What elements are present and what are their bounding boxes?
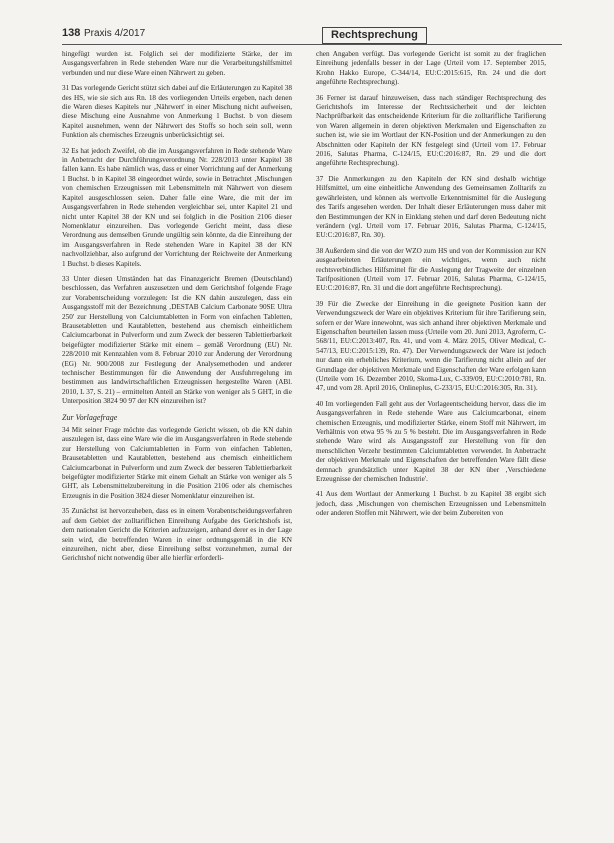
page-number: 138 <box>62 27 81 39</box>
section-title: Rechtsprechung <box>322 27 427 44</box>
paragraph-35: 35 Zunächst ist hervorzuheben, dass es in einem Vorabentscheidungsverfahren auf dem Gebiet der zolltariflichen Einreihung Aufgabe des Gerichtshofs ist, dem nationalen Gericht die Kriterien aufzuzeigen, anhand derer es in der Lage sein wird, die betreffenden Waren in einer ordnungsgemäß in die KN einzureihen, nicht aber, diese Einreihung selbst vorzunehmen, zumal der Gerichtshof nicht notwendig über alle hierfür erforderli- <box>62 507 292 563</box>
paragraph-32: 32 Es hat jedoch Zweifel, ob die im Ausgangsverfahren in Rede stehende Ware in Anbetracht der Durchführungsverordnung Nr. 228/2013 unter Kapitel 38 fallen kann. Es habe nämlich was, dass er einer Vorrichtung auf der Anmerkung 1 Buchst. b in Kapitel 38 eingeordnet würde, sowie in Betrachtet ‚Mischungen von chemischen Erzeugnissen mit Lebensmitteln mit Nährwert von diesem Kapitel ausgeschlossen seien. Daher falle eine Ware, die mit der im Ausgangsverfahren in Rede stehenden vergleichbar sei, unter Kapitel 21 und nicht unter Kapitel 38 der KN und sei folglich in die Position 2106 dieser Nomenklatur einzureihen. Das vorlegende Gericht meint, dass diese Verordnung aus demselben Grunde ungültig sein könnte, da die Einreihung der im Ausgangsverfahren in Rede stehenden Ware in Kapitel 38 der KN nachvollziehbar, also aufgrund der Vorrichtung der Reichweite der Anmerkung 1 Buchst. b dieses Kapitels. <box>62 146 292 268</box>
paragraph-33: 33 Unter diesen Umständen hat das Finanzgericht Bremen (Deutschland) beschlossen, das Verfahren auszusetzen und dem Gerichtshof folgende Frage zur Vorabentscheidung vorzulegen: Ist die KN dahin auszulegen, dass ein Ausgangsstoff mit der Bezeichnung ‚DESTAB Calcium Carbonate 90SE Ultra 250' zur Herstellung von Calciumtabletten in Form von einfachen Tabletten, Brausetabletten und Kautabletten, bestehend aus chemisch einheitlichem Calciumcarbonat in Pulverform und zum Zweck der besseren Tablettierbarkeit beigefügter modifizierter Stärke mit einem – gemäß Verordnung (EU) Nr. 228/2010 mit Kennzahlen vom 8. Februar 2010 zur Änderung der Verordnung (EG) Nr. 900/2008 zur Festlegung der Analysemethoden und anderer technischer Bestimmungen für die Anwendung der Ausfuhrregelung im bestimmen aus landwirtschaftlichen Erzeugnissen hergestellte Waren (ABl. 2010, L 37, S. 21) – ermittelten Anteil an Stärke von weniger als 5 GHT, in die Unterposition 3824 90 97 der KN einzureihen ist? <box>62 274 292 406</box>
paragraph: hingefügt wurden ist. Folglich sei der modifizierte Stärke, der im Ausgangsverfahren in Rede stehenden Ware nur die Verarbeitungshilfsmittel verbunden und nur diese Ware einen Nährwert zu geben. <box>62 50 292 77</box>
paragraph-31: 31 Das vorlegende Gericht stützt sich dabei auf die Erläuterungen zu Kapitel 38 des HS, wie sie sich aus Rn. 18 des vorliegenden Urteils ergeben, nach denen die Waren dieses Kapitels nur ‚Nährwert' in einer Mischung nicht aufweisen, diese Mischung eine Ausnahme von Anmerkung 1 Buchst. b von diesem Kapitel ausnehmen, wenn der Nährwert des Stoffs so hoch sein soll, wenn Funktion als chemisches Erzeugnis unberücksichtigt sei. <box>62 84 292 140</box>
paragraph-39: 39 Für die Zwecke der Einreihung in die geeignete Position kann der Verwendungszweck der Ware ein objektives Kriterium für ihre Tarifierung sein, sofern er der Ware innewohnt, was sich anhand ihrer objektiven Merkmale und Eigenschaften beurteilen lassen muss (Urteile vom 20. Juni 2013, Agroferm, C-568/11, EU:C:2013:407, Rn. 41, und vom 4. März 2015, Oliver Medical, C-547/13, EU:C:2015:139, Rn. 47). Der Verwendungszweck der Ware ist jedoch nur dann ein erhebliches Kriterium, wenn die Tarifierung nicht allein auf der Grundlage der objektiven Merkmale und Eigenschaften der Ware erfolgen kann (Urteile vom 16. Dezember 2010, Skoma-Lux, C-339/09, EU:C:2010:781, Rn. 47, und vom 28. April 2016, Onlineplus, C-233/15, EU:C:2016:305, Rn. 31). <box>316 299 546 393</box>
paragraph-37: 37 Die Anmerkungen zu den Kapiteln der KN sind deshalb wichtige Hilfsmittel, um eine einheitliche Anwendung des Gemeinsamen Zolltarifs zu gewährleisten, und können als wertvolle Erkenntnismittel für die Auslegung des Tarifs angesehen werden. Der Inhalt dieser Erläuterungen muss daher mit den Bestimmungen der KN in Einklang stehen und darf deren Bedeutung nicht verändern (vgl. Urteil vom 17. Februar 2016, Salutas Pharma, C-124/15, EU:C:2016:87, Rn. 30). <box>316 174 546 240</box>
paragraph-36: 36 Ferner ist darauf hinzuweisen, dass nach ständiger Rechtsprechung des Gerichtshofs im Interesse der Rechtssicherheit und der leichten Nachprüfbarkeit das entscheidende Kriterium für die zolltarifliche Tarifierung von Waren allgemein in deren objektiven Merkmalen und Eigenschaften zu suchen ist, wie sie im Wortlaut der KN-Position und der Anmerkungen zu den Abschnitten oder Kapiteln der KN festgelegt sind (Urteil vom 17. Februar 2016, Salutas Pharma, C-124/15, EU:C:2016:87, Rn. 29 und die dort angeführte Rechtsprechung). <box>316 93 546 168</box>
paragraph-34: 34 Mit seiner Frage möchte das vorlegende Gericht wissen, ob die KN dahin auszulegen ist, dass eine Ware wie die im Ausgangsverfahren in Rede stehende zur Herstellung von Calciumtabletten in Form von einfachen Tabletten, Brausetabletten und Kautabletten, bestehend aus chemisch einheitlichem Calciumcarbonat in Pulverform und zum Zweck der besseren Tablettierbarkeit beigefügter modifizierter Stärke mit einem Gehalt an Stärke von weniger als 5 GHT, als Lebensmittelzubereitung in die Position 2106 oder als chemisches Erzeugnis in die Position 3824 dieser Nomenklatur einzureihen ist. <box>62 426 292 500</box>
paragraph-41: 41 Aus dem Wortlaut der Anmerkung 1 Buchst. b zu Kapitel 38 ergibt sich jedoch, dass ‚Mischungen von chemischen Erzeugnissen und Lebensmitteln oder anderen Stoffen mit Nährwert, wie der beim Zubereiten von <box>316 490 546 518</box>
paragraph-40: 40 Im vorliegenden Fall geht aus der Vorlageentscheidung hervor, dass die im Ausgangsverfahren in Rede stehende Ware aus Calciumcarbonat, einem chemischen Erzeugnis, und modifizierter Stärke, einem Stoff mit Nährwert, im Verhältnis von etwa 95 % zu 5 % besteht. Die im Ausgangsverfahren in Rede stehende Ware wird als Ausgangsstoff zur Herstellung von für den menschlichen Verzehr bestimmten Calciumtabletten verwendet. In Anbetracht der objektiven Merkmale und Eigenschaften der betreffenden Ware fällt diese demnach grundsätzlich unter Kapitel 38 der KN über ‚Verschiedene Erzeugnisse der chemischen Industrie'. <box>316 399 546 484</box>
paragraph-38: 38 Außerdem sind die von der WZO zum HS und von der Kommission zur KN ausgearbeiteten Erläuterungen ein wichtiges, wenn auch nicht rechtsverbindliches Hilfsmittel für die Auslegung der Tragweite der einzelnen Tarifpositionen (Urteil vom 17. Februar 2016, Salutas Pharma, C-124/15, EU:C:2016:87, Rn. 31 und die dort angeführte Rechtsprechung). <box>316 246 546 293</box>
paragraph: chen Angaben verfügt. Das vorlegende Gericht ist somit zu der fraglichen Einreihung jedenfalls besser in der Lage (Urteil vom 17. September 2015, Krohn Hakko Europe, C-344/14, EU:C:2015:615, Rn. 24 und die dort angeführte Rechtsprechung). <box>316 50 546 87</box>
section-heading: Zur Vorlagefrage <box>62 412 118 422</box>
left-column <box>62 50 292 570</box>
right-column <box>316 50 546 525</box>
page-header <box>62 24 562 45</box>
journal-name: Praxis 4/2017 <box>84 28 146 39</box>
